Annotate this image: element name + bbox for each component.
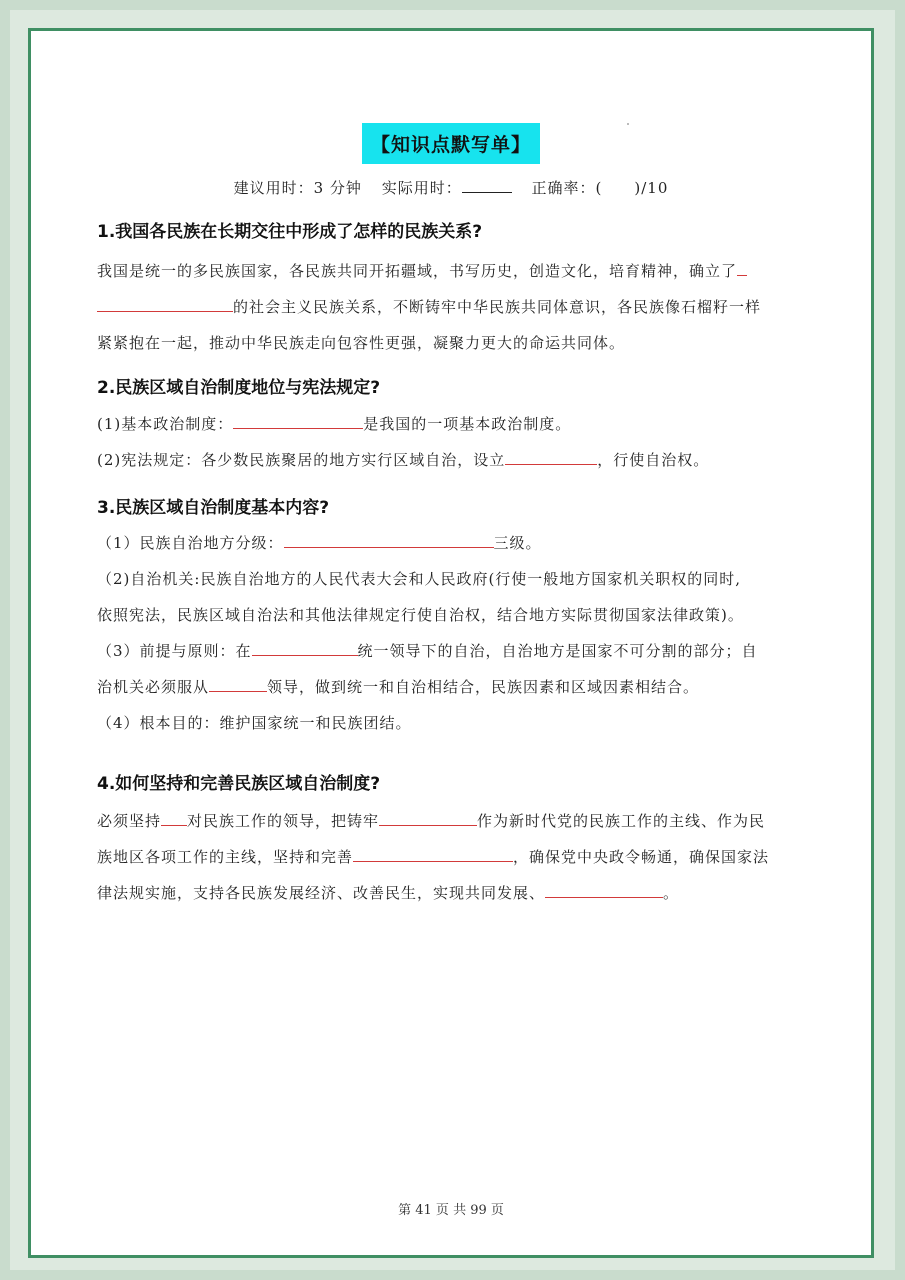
q1-text-3: 紧紧抱在一起，推动中华民族走向包容性更强，凝聚力更大的命运共同体。 (97, 334, 626, 352)
question-1-body (97, 253, 817, 361)
q3-item-3-text-2: 治机关必须服从 (97, 678, 210, 696)
q3-blank-3[interactable] (209, 675, 267, 692)
question-2-body (97, 406, 817, 478)
q1-blank-cont[interactable] (97, 295, 233, 312)
worksheet-frame (28, 28, 874, 1258)
q1-text-2: 的社会主义民族关系，不断铸牢中华民族共同体意识，各民族像石榴籽一样 (233, 298, 762, 316)
q1-blank[interactable] (737, 259, 747, 276)
actual-time-blank[interactable] (462, 178, 512, 193)
q3-item-3-text: 统一领导下的自治，自治地方是国家不可分割的部分；自 (357, 642, 758, 660)
q3-item-3-label: （3）前提与原则：在 (97, 642, 252, 660)
q2-blank-2[interactable] (505, 448, 597, 465)
q4-blank-1[interactable] (161, 809, 187, 826)
q1-text-1: 我国是统一的多民族国家，各民族共同开拓疆域，书写历史，创造文化，培育精神，确立了 (97, 262, 738, 280)
question-1-title: 1.我国各民族在长期交往中形成了怎样的民族关系? (97, 222, 483, 242)
q4-text-1: 必须坚持 (97, 812, 162, 830)
q2-blank-1[interactable] (233, 412, 363, 429)
page-background (10, 10, 895, 1270)
q2-item-2-text: ，行使自治权。 (597, 451, 710, 469)
question-4-body (97, 803, 817, 911)
q3-blank-2[interactable] (252, 639, 358, 656)
question-2-title: 2.民族区域自治制度地位与宪法规定? (97, 378, 381, 398)
q4-blank-4[interactable] (545, 881, 663, 898)
q4-text-3: 作为新时代党的民族工作的主线、作为民 (477, 812, 766, 830)
question-4-title: 4.如何坚持和完善民族区域自治制度? (97, 774, 381, 794)
q3-item-3-text-3: 领导，做到统一和自治相结合，民族因素和区域因素相结合。 (267, 678, 700, 696)
q4-text-7: 。 (663, 884, 680, 902)
q4-text-5: ，确保党中央政令畅通，确保国家法 (513, 848, 770, 866)
question-3-body (97, 525, 817, 741)
q3-item-4: （4）根本目的：维护国家统一和民族团结。 (97, 714, 412, 732)
suggested-time: 建议用时：3 分钟 (233, 179, 362, 197)
q4-text-2: 对民族工作的领导，把铸牢 (187, 812, 380, 830)
question-3-title: 3.民族区域自治制度基本内容? (97, 498, 330, 518)
q2-item-1-text: 是我国的一项基本政治制度。 (363, 415, 572, 433)
timing-info (31, 177, 871, 198)
q3-item-1-label: （1）民族自治地方分级： (97, 534, 284, 552)
accuracy-label: 正确率：( )/10 (531, 179, 669, 197)
actual-time-label: 实际用时： (381, 179, 462, 197)
q4-text-4: 族地区各项工作的主线，坚持和完善 (97, 848, 354, 866)
page-number: 第 41 页 共 99 页 (398, 1203, 504, 1218)
q3-item-1-text: 三级。 (493, 534, 542, 552)
q4-blank-3[interactable] (353, 845, 513, 862)
worksheet-title: 【知识点默写单】 (362, 123, 540, 164)
q4-text-6: 律法规实施，支持各民族发展经济、改善民生，实现共同发展、 (97, 884, 546, 902)
q2-item-2-label: (2)宪法规定：各少数民族聚居的地方实行区域自治，设立 (97, 451, 506, 469)
q2-item-1-label: (1)基本政治制度： (97, 415, 234, 433)
q3-blank-1[interactable] (284, 531, 494, 548)
q3-item-2-line-1: （2)自治机关:民族自治地方的人民代表大会和人民政府(行使一般地方国家机关职权的同时, (97, 570, 742, 588)
q4-blank-2[interactable] (379, 809, 477, 826)
q3-item-2-line-2: 依照宪法，民族区域自治法和其他法律规定行使自治权，结合地方实际贯彻国家法律政策)。 (97, 606, 744, 624)
